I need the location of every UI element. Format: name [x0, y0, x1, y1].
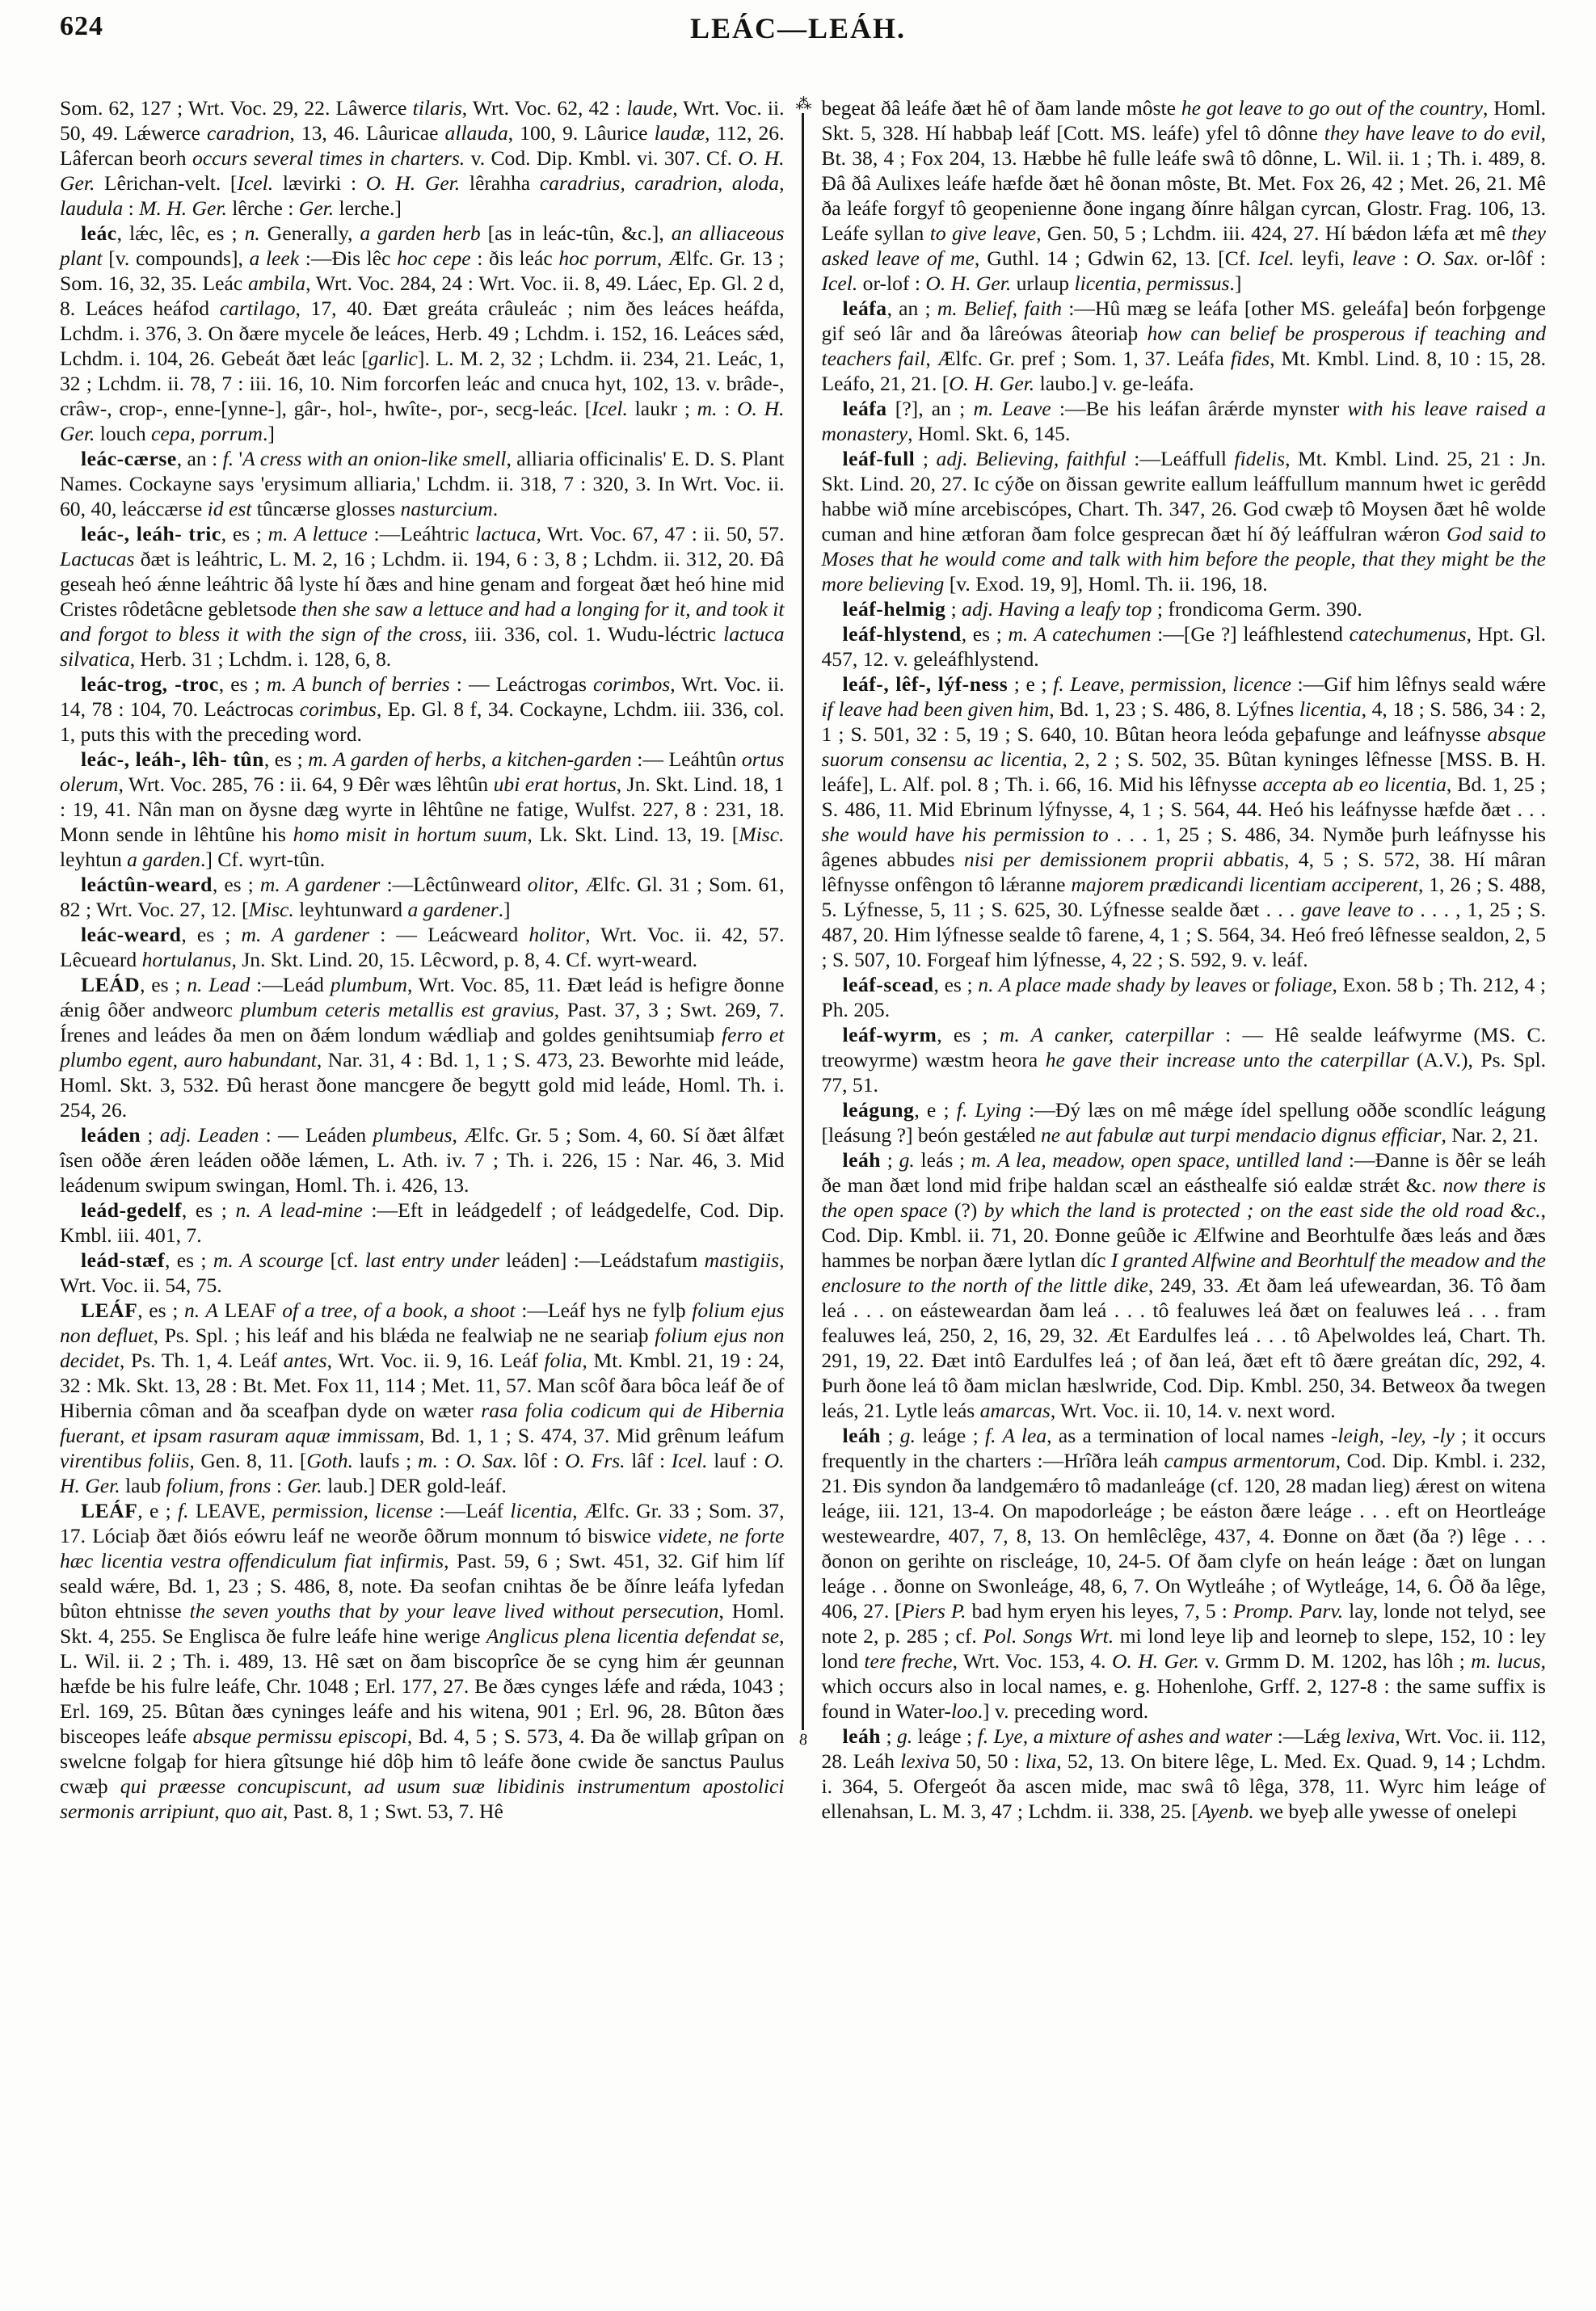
entry-text: , es ; m. A scourge [cf. last entry under leáden] :—Leádstafum mastigiis, Wrt. Voc. ii. 54, 75.	[60, 1248, 785, 1297]
dictionary-entry	[822, 1423, 1547, 1724]
entry-text: , es ; n. A place made shady by leaves or foliage, Exon. 58 b ; Th. 212, 4 ; Ph. 205.	[821, 973, 1546, 1021]
entry-text: begeat ðâ leáfe ðæt hê of ðam lande môste he got leave to go out of the country, Homl. Skt. 5, 328. Hí habbaþ leáf [Cott. MS. leáfe) yfel tô dônne they have leave to do evil, Bt. 38, 4 ; Fox 204, 13. Hæbbe hê fulle leáfe swâ tô dônne, L. Wil. ii. 1 ; Th. i. 489, 8. Ðâ ðâ Aulixes leáfe hæfde ðæt hê ðonan môste, Bt. Met. Fox 26, 42 ; Met. 26, 21. Mê ða leáfe forgyf tô geopenienne ðone ingang ðínre hâlgan cyrcan, Glostr. Frag. 106, 13. Leáfe syllan to give leave, Gen. 50, 5 ; Lchdm. iii. 424, 27. Hí bǽdon lǽfa æt mê they asked leave of me, Guthl. 14 ; Gdwin 62, 13. [Cf. Icel. leyfi, leave : O. Sax. or-lôf : Icel. or-lof : O. H. Ger. urlaup licentia, permissus.]	[821, 96, 1547, 295]
dictionary-entry	[822, 1724, 1547, 1824]
entry-headword: leác-weard	[81, 923, 182, 946]
dictionary-entry	[822, 972, 1547, 1022]
text-columns	[0, 74, 1596, 1824]
dictionary-entry	[60, 1198, 785, 1248]
entry-text: ; g. leáge ; f. Lye, a mixture of ashes and water :—Lǽg lexiva, Wrt. Voc. ii. 112, 28. Leáh lexiva 50, 50 : lixa, 52, 13. On bitere lêge, L. Med. Ex. Quad. 9, 14 ; Lchdm. i. 364, 5. Ofergeót ða ascen mide, mac swâ tô lêga, 378, 11. Wyrc him leáge of ellenahsan, L. M. 3, 47 ; Lchdm. ii. 338, 25. [Ayenb. we byeþ alle ywesse of onelepi	[821, 1724, 1546, 1823]
printer-trefoil-mark: ⁂	[795, 95, 811, 113]
dictionary-entry	[60, 747, 785, 872]
dictionary-entry	[822, 95, 1547, 296]
left-column	[60, 95, 798, 1824]
entry-text: , an ; m. Belief, faith :—Hû mæg se leáfa [other MS. geleáfa] beón forþgenge gif seó lâr and ða lâreówas âteoriaþ how can belief be prosperous if teaching and teachers fail, Ælfc. Gr. pref ; Som. 1, 37. Leáfa fides, Mt. Kmbl. Lind. 8, 10 : 15, 28. Leáfo, 21, 21. [O. H. Ger. laubo.] v. ge-leáfa.	[821, 297, 1547, 395]
entry-headword: leác-cærse	[81, 447, 177, 470]
entry-headword: LEÁF	[81, 1499, 138, 1522]
dictionary-entry	[60, 95, 785, 221]
entry-headword: leáden	[81, 1123, 141, 1147]
column-divider-rule	[802, 113, 804, 1730]
entry-text: , es ; m. A gardener :—Lêctûnweard olitor, Ælfc. Gl. 31 ; Som. 61, 82 ; Wrt. Voc. 27, 12. [Misc. leyhtunward a gardener.]	[60, 873, 785, 921]
entry-text: , es ; m. A canker, caterpillar : — Hê sealde leáfwyrme (MS. C. treowyrme) wæstm heora he gave their increase unto the caterpillar (A.V.), Ps. Spl. 77, 51.	[821, 1023, 1547, 1097]
dictionary-entry	[822, 671, 1547, 972]
entry-headword: leáf-, lêf-, lýf-ness	[842, 672, 1009, 696]
entry-text: , e ; f. LEAVE, permission, license :—Leáf licentia, Ælfc. Gr. 33 ; Som. 37, 17. Lóciaþ ðæt ðiós eówru leáf ne weorðe ôðrum monnum tó biswice videte, ne forte hæc licentia vestra offendiculum fiat infirmis, Past. 59, 6 ; Swt. 451, 32. Gif him líf seald wǽre, Bd. 1, 23 ; S. 486, 8, note. Ða seofan cnihtas ðe be ðínre leáfa lyfedan bûton ehtnisse the seven youths that by your leave lived without persecution, Homl. Skt. 4, 255. Se Englisca ðe fulre leáfe hine werige Anglicus plena licentia defendat se, L. Wil. ii. 2 ; Th. i. 489, 13. Hê sæt on ðam biscoprîce ðe se cyng him ǽr geunnan hæfde be his fulre leáfe, Chr. 1048 ; Erl. 177, 27. Be ðæs cynges lǽfe and rǽda, 1043 ; Erl. 169, 25. Bûtan ðæs cyninges leáfe and his witena, 901 ; Erl. 96, 28. Bûton ðæs bisceopes leáfe absque permissu episcopi, Bd. 4, 5 ; S. 573, 4. Ða ðe willaþ grîpan on swelcne folgaþ for hiera gîtsunge hié dôþ him tô leáfe ðone cwide ðe sanctus Paulus cwæþ qui præesse concupiscunt, ad usum suæ libidinis instrumentum apostolici sermonis arripiunt, quo ait, Past. 8, 1 ; Swt. 53, 7. Hê	[60, 1499, 785, 1823]
entry-text: , es ; m. A lettuce :—Leáhtric lactuca, Wrt. Voc. 67, 47 : ii. 50, 57. Lactucas ðæt is leáhtric, L. M. 2, 16 ; Lchdm. ii. 194, 6 : 3, 8 ; Lchdm. ii. 312, 20. Ðâ geseah heó ǽnne leáhtric ðâ lyste hí ðæs and hine genam and forgeat ðæt heó hine mid Cristes rôdetâcne gebletsode then she saw a lettuce and had a longing for it, and took it and forgot to bless it with the sign of the cross, iii. 336, col. 1. Wudu-léctric lactuca silvatica, Herb. 31 ; Lchdm. i. 128, 6, 8.	[60, 522, 785, 671]
dictionary-entry	[60, 1122, 785, 1198]
entry-text: ; adj. Having a leafy top ; frondicoma Germ. 390.	[945, 597, 1362, 621]
entry-text: Som. 62, 127 ; Wrt. Voc. 29, 22. Lâwerce tilaris, Wrt. Voc. 62, 42 : laude, Wrt. Voc. ii. 50, 49. Lǽwerce caradrion, 13, 46. Lâuricae allauda, 100, 9. Lâurice laudæ, 112, 26. Lâfercan beorh occurs several times in charters. v. Cod. Dip. Kmbl. vi. 307. Cf. O. H. Ger. Lêrichan-velt. [Icel. lævirki : O. H. Ger. lêrahha caradrius, caradrion, aloda, laudula : M. H. Ger. lêrche : Ger. lerche.]	[60, 96, 785, 220]
entry-headword: leáh	[842, 1148, 882, 1172]
entry-headword: leáctûn-weard	[81, 873, 213, 896]
entry-headword: leágung	[842, 1098, 915, 1122]
entry-headword: leác-, leáh-, lêh- tûn	[81, 747, 264, 771]
page-header	[0, 0, 1596, 74]
entry-headword: LEÁD	[81, 973, 141, 996]
entry-text: , an : f. 'A cress with an onion-like smell, alliaria officinalis' E. D. S. Plant Names. Cockayne says 'erysimum alliaria,' Lchdm. ii. 318, 7 : 320, 3. In Wrt. Voc. ii. 60, 40, leáccærse id est tûncærse glosses nasturcium.	[60, 447, 785, 520]
entry-text: , es ; m. A bunch of berries : — Leáctrogas corimbos, Wrt. Voc. ii. 14, 78 : 104, 70. Leáctrocas corimbus, Ep. Gl. 8 f, 34. Cockayne, Lchdm. iii. 336, col. 1, puts this with the preceding word.	[60, 672, 785, 746]
entry-text: ; adj. Believing, faithful :—Leáffull fidelis, Mt. Kmbl. Lind. 25, 21 : Jn. Skt. Lind. 20, 27. Ic cýðe on ðissan gewrite eallum leáffullum mannum hwet ic gerêdd habbe wið míne arcebiscópes, Chart. Th. 347, 26. God cwæþ tô Moysen ðæt hê wolde cuman and hine ætforan ðam folce gesprecan ðæt hí ðý leáffulran wǽron God said to Moses that he would come and talk with him before the people, that they might be the more believing [v. Exod. 19, 9], Homl. Th. ii. 196, 18.	[821, 447, 1546, 596]
dictionary-entry	[822, 1147, 1547, 1423]
dictionary-entry	[60, 972, 785, 1122]
entry-text: ; g. leáge ; f. A lea, as a termination of local names -leigh, -ley, -ly ; it occurs frequently in the charters :—Hrîðra leáh campus armentorum, Cod. Dip. Kmbl. i. 232, 21. Ðis syndon ða landgemǽro tô madanleáge (cf. 120, 28 madan lieg) ǽrest on witena leáge, iii. 121, 13-4. On mapodorleáge ; be eáston ðære leáge . . . eft on Heortleáge westeweardre, 407, 7, 8, 13. On hemlêclêge, 437, 4. Ðonne on ðæt (ða ?) lêge . . . ðonon on gerihte on riscleáge, 10, 24-5. Of ðam clyfe on heán leáge : ðæt on lungan leáge . . ðonne on Swonleáge, 48, 6, 7. On Wytleáhe ; of Wytleáge, 14, 6. Ôð ða lêge, 406, 27. [Piers P. bad hym eryen his leyes, 7, 5 : Promp. Parv. lay, londe not telyd, see note 2, p. 285 ; cf. Pol. Songs Wrt. mi lond leye liþ and leorneþ to slepe, 152, 10 : ley lond tere freche, Wrt. Voc. 153, 4. O. H. Ger. v. Grmm D. M. 1202, has lôh ; m. lucus, which occurs also in local names, e. g. Hohenlohe, Grff. 2, 127-8 : the same suffix is found in Water-loo.] v. preceding word.	[821, 1424, 1546, 1723]
entry-text: , e ; f. Lying :—Ðý læs on mê mǽge ídel spellung oððe scondlíc leágung [leásung ?] beón gestǽled ne aut fabulæ aut turpi mendacio dignus efficiar, Nar. 2, 21.	[821, 1098, 1546, 1147]
entry-text: , es ; n. Lead :—Leád plumbum, Wrt. Voc. 85, 11. Ðæt leád is hefigre ðonne ǽnig ôðer andweorc plumbum ceteris metallis est gravius, Past. 37, 3 ; Swt. 269, 7. Írenes and leádes ða men on ðǽm londum wǽdliaþ and goldes genihtsumiaþ ferro et plumbo egent, auro habundant, Nar. 31, 4 : Bd. 1, 1 ; S. 473, 23. Beworhte mid leáde, Homl. Skt. 3, 532. Ðû herast ðone mancgere ðe begytt gold mid leáde, Homl. Th. i. 254, 26.	[60, 973, 785, 1122]
dictionary-entry	[822, 296, 1547, 396]
entry-headword: leáfa	[842, 297, 887, 320]
entry-headword: leáf-hlystend	[842, 622, 962, 646]
signature-mark: 8	[798, 1730, 808, 1749]
dictionary-entry	[60, 872, 785, 922]
dictionary-entry	[60, 1298, 785, 1498]
dictionary-entry	[60, 1498, 785, 1824]
right-column	[809, 95, 1547, 1824]
dictionary-entry	[822, 596, 1547, 621]
entry-text: [?], an ; m. Leave :—Be his leáfan ârǽrde mynster with his leave raised a monastery, Homl. Skt. 6, 145.	[821, 397, 1547, 445]
entry-headword: LEÁF	[81, 1299, 138, 1322]
entry-text: , es ; m. A gardener : — Leácweard holitor, Wrt. Voc. ii. 42, 57. Lêcueard hortulanus, Jn. Skt. Lind. 20, 15. Lêcword, p. 8, 4. Cf. wyrt-weard.	[60, 923, 785, 971]
entry-headword: leáh	[842, 1724, 882, 1748]
dictionary-entry	[60, 922, 785, 972]
entry-headword: leád-gedelf	[81, 1198, 182, 1222]
entry-headword: leác-trog, -troc	[81, 672, 219, 696]
entry-headword: leáf-helmig	[842, 597, 946, 621]
dictionary-entry	[822, 1097, 1547, 1147]
dictionary-entry	[822, 1022, 1547, 1097]
dictionary-entry	[822, 621, 1547, 671]
entry-headword: leád-stæf	[81, 1248, 166, 1272]
entry-headword: leáf-full	[842, 447, 916, 470]
dictionary-entry	[60, 671, 785, 747]
entry-headword: leáh	[842, 1424, 882, 1447]
entry-text: ; adj. Leaden : — Leáden plumbeus, Ælfc. Gr. 5 ; Som. 4, 60. Sí ðæt âlfæt îsen oððe ǽren leáden oððe lǽmen, L. Ath. iv. 7 ; Th. i. 226, 15 : Nar. 46, 3. Mid leádenum swipum swingan, Homl. Th. i. 426, 13.	[60, 1123, 785, 1197]
entry-headword: leác	[81, 221, 117, 245]
entry-headword: leác-, leáh- tric	[81, 522, 221, 545]
entry-headword: leáf-wyrm	[842, 1023, 937, 1046]
entry-text: ; e ; f. Leave, permission, licence :—Gif him lêfnys seald wǽre if leave had been given him, Bd. 1, 23 ; S. 486, 8. Lýfnes licentia, 4, 18 ; S. 586, 34 : 2, 1 ; S. 501, 32 : 5, 19 ; S. 640, 10. Bûtan heora leóda geþafunge and leáfnysse absque suorum consensu ac licentia, 2, 2 ; S. 502, 35. Bûtan kyninges lêfnesse [MSS. B. H. leáfe], L. Alf. pol. 8 ; Th. i. 66, 16. Mid his lêfnysse accepta ab eo licentia, Bd. 1, 25 ; S. 486, 11. Mid Ebrinum lýfnysse, 4, 1 ; S. 564, 44. Heó his leáfnysse hæfde ðæt . . . she would have his permission to . . . 1, 25 ; S. 486, 34. Nymðe þurh leáfnysse his âgenes abbudes nisi per demissionem proprii abbatis, 4, 5 ; S. 572, 38. Hí mâran lêfnysse onfêngon tô lǽranne majorem prædicandi licentiam acciperent, 1, 26 ; S. 488, 5. Lýfnesse, 5, 11 ; S. 625, 30. Lýfnesse sealde ðæt . . . gave leave to . . . , 1, 25 ; S. 487, 20. Him lýfnesse sealde tô farene, 4, 1 ; S. 564, 34. Heó freó lêfnesse sealdon, 2, 5 ; S. 507, 10. Forgeaf him lýfnesse, 4, 22 ; S. 592, 9. v. leáf.	[821, 672, 1547, 971]
dictionary-entry	[60, 521, 785, 671]
entry-text: , es ; n. A lead-mine :—Eft in leádgedelf ; of leádgedelfe, Cod. Dip. Kmbl. iii. 401, 7.	[60, 1198, 785, 1247]
entry-text: , lǽc, lêc, es ; n. Generally, a garden herb [as in leác-tûn, &c.], an alliaceous plant [v. compounds], a leek :—Ðis lêc hoc cepe : ðis leác hoc porrum, Ælfc. Gr. 13 ; Som. 16, 32, 35. Leác ambila, Wrt. Voc. 284, 24 : Wrt. Voc. ii. 8, 49. Láec, Ep. Gl. 2 d, 8. Leáces heáfod cartilago, 17, 40. Ðæt greáta crâuleác ; nim ðes leáces heáfda, Lchdm. i. 376, 3. On ðære mycele ðe leáces, Herb. 49 ; Lchdm. i. 152, 16. Leáces sǽd, Lchdm. i. 104, 26. Gebeát ðæt leác [garlic]. L. M. 2, 32 ; Lchdm. ii. 234, 21. Leác, 1, 32 ; Lchdm. ii. 78, 7 : iii. 16, 10. Nim forcorfen leác and cnuca hyt, 102, 13. v. brâde-, crâw-, crop-, enne-[ynne-], gâr-, hol-, hwîte-, por-, secg-leác. [Icel. laukr ; m. : O. H. Ger. louch cepa, porrum.]	[60, 221, 785, 445]
entry-text: , es ; n. A LEAF of a tree, of a book, a shoot :—Leáf hys ne fylþ folium ejus non defluet, Ps. Spl. ; his leáf and his blǽda ne fealwiaþ ne ne seariaþ folium ejus non decidet, Ps. Th. 1, 4. Leáf antes, Wrt. Voc. ii. 9, 16. Leáf folia, Mt. Kmbl. 21, 19 : 24, 32 : Mk. Skt. 13, 28 : Bt. Met. Fox 11, 114 ; Met. 11, 57. Man scôf ðara bôca leáf ðe of Hibernia côman and ða sceafþan dyde on wæter rasa folia codicum qui de Hibernia fuerant, et ipsam rasuram aquæ immissam, Bd. 1, 1 ; S. 474, 37. Mid grênum leáfum virentibus foliis, Gen. 8, 11. [Goth. laufs ; m. : O. Sax. lôf : O. Frs. lâf : Icel. lauf : O. H. Ger. laub folium, frons : Ger. laub.] DER gold-leáf.	[60, 1299, 785, 1497]
page-title: LEÁC—LEÁH.	[689, 12, 907, 44]
dictionary-entry	[60, 221, 785, 446]
entry-text: ; g. leás ; m. A lea, meadow, open space, untilled land :—Ðanne is ðêr se leáh ðe man ðæt lond mid friþe haldan scæl an eásthealfe sió ealdæ strǽt &c. now there is the open space (?) by which the land is protected ; on the east side the old road &c., Cod. Dip. Kmbl. ii. 71, 20. Ðonne geûðe ic Ælfwine and Beorhtulfe ðæs leás and ðæs hammes be norþan ðære lytlan díc I granted Alfwine and Beorhtulf the meadow and the enclosure to the north of the little dike, 249, 33. Æt ðam leá ufeweardan, 36. Tô ðam leá . . . on eásteweardan ðam leá . . . tô fealuwes leá ðæt on fealuwes leá . . . fram fealuwes leá, 250, 2, 16, 29, 32. Æt Eardulfes leá . . . tô Aþelwoldes leá, Chart. Th. 291, 19, 22. Ðæt intô Eardulfes leá ; of ðan leá, ðæt eft tô ðære greátan díc, 292, 4. Þurh ðone leá tô ðam miclan hæslwride, Cod. Dip. Kmbl. 250, 34. Betweox ða twegen leás, 21. Lytle leás amarcas, Wrt. Voc. ii. 10, 14. v. next word.	[821, 1148, 1547, 1422]
entry-text: , es ; m. A garden of herbs, a kitchen-garden :— Leáhtûn ortus olerum, Wrt. Voc. 285, 76 : ii. 64, 9 Ðêr wæs lêhtûn ubi erat hortus, Jn. Skt. Lind. 18, 1 : 19, 41. Nân man on ðysne dæg wyrte in lêhtûne ne fatige, Wulfst. 227, 8 : 231, 18. Monn sende in lêhtûne his homo misit in hortum suum, Lk. Skt. Lind. 13, 19. [Misc. leyhtun a garden.] Cf. wyrt-tûn.	[60, 747, 785, 871]
entry-text: , es ; m. A catechumen :—[Ge ?] leáfhlestend catechumenus, Hpt. Gl. 457, 12. v. geleáfhlystend.	[821, 622, 1546, 671]
dictionary-entry	[822, 396, 1547, 446]
dictionary-entry	[822, 446, 1547, 596]
column-divider	[795, 95, 811, 1824]
entry-headword: leáfa	[842, 397, 887, 420]
page-number: 624	[60, 11, 103, 41]
dictionary-entry	[60, 446, 785, 521]
entry-headword: leáf-scead	[842, 973, 934, 996]
dictionary-entry	[60, 1248, 785, 1298]
